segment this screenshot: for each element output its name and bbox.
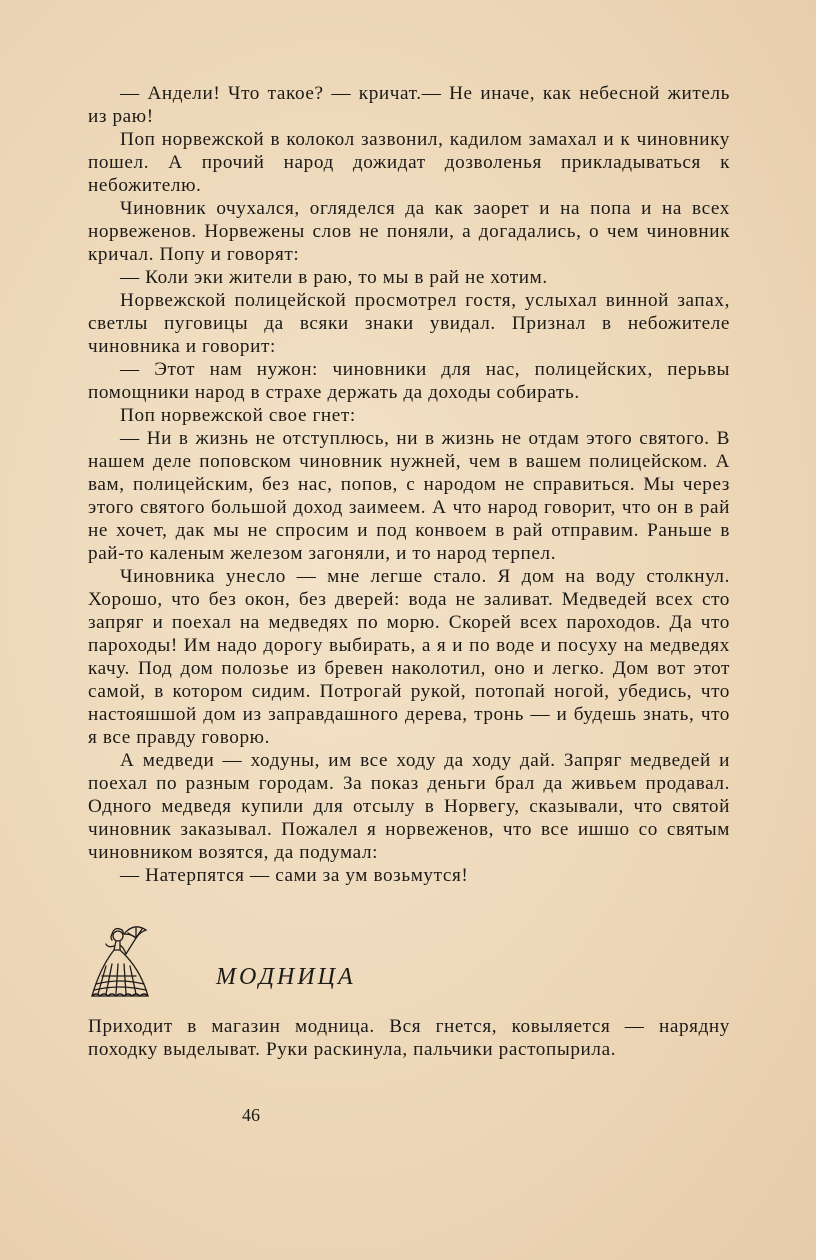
- chapter-heading: [86, 920, 730, 1000]
- paragraph: Чиновника унесло — мне легше стало. Я дом на воду столкнул. Хорошо, что без окон, без дверей: вода не заливат. Медведей всех сто запряг и поехал на медведях по морю. Скорей всех пароходов. Да что пароходы! Им надо дорогу выбирать, а я и по воде и посуху на медведях качу. Под дом полозье из бревен наколотил, оно и легко. Дом вот этот самой, в котором сидим. Потрогай рукой, потопай ногой, убедись, что настояшшой дом из заправдашного дерева, тронь — и будешь знать, что я все правду говорю.: [88, 566, 730, 748]
- paragraph: — Ни в жизнь не отступлюсь, ни в жизнь не отдам этого святого. В нашем деле поповском чиновник нужней, чем в вашем полицейском. А вам, полицейским, без нас, попов, с народом не справиться. Мы через этого святого большой доход заимеем. А что народ говорит, что он в рай не хочет, дак мы не спросим и под конвоем в рай отправим. Раньше в рай-то каленым железом загоняли, и то народ терпел.: [88, 428, 730, 564]
- paragraph: Приходит в магазин модница. Вся гнется, ковыляется — нарядну походку выделыват. Руки раскинула, пальчики растопырила.: [88, 1016, 730, 1060]
- chapter-title: МОДНИЦА: [216, 964, 356, 990]
- paragraph: — Коли эки жители в раю, то мы в рай не хотим.: [120, 267, 548, 288]
- main-text: [88, 82, 730, 887]
- page-number: 46: [242, 1105, 260, 1125]
- paragraph: — Натерпятся — сами за ум возьмутся!: [120, 865, 469, 886]
- paragraph: — Этот нам нужон: чиновники для нас, полицейских, перьвы помощники народ в страхе держать да доходы собирать.: [88, 359, 730, 403]
- paragraph: Чиновник очухался, огляделся да как заорет и на попа и на всех норвеженов. Норвежены слов не поняли, а догадались, о чем чиновник кричал. Попу и говорят:: [88, 198, 730, 265]
- paragraph: Норвежской полицейской просмотрел гостя, услыхал винной запах, светлы пуговицы да всяки знаки увидал. Признал в небожителе чиновника и говорит:: [88, 290, 730, 357]
- chapter-opening: [88, 1015, 730, 1061]
- paragraph: А медведи — ходуны, им все ходу да ходу дай. Запряг медведей и поехал по разным городам. За показ деньги брал да живьем продавал. Одного медведя купили для отсылу в Норвегу, сказывали, что святой чиновник заказывал. Пожалел я норвеженов, что все ишшо со святым чиновником возятся, да подумал:: [88, 750, 730, 863]
- lady-with-parasol-ornament-icon: [86, 920, 160, 1000]
- paragraph: Поп норвежской свое гнет:: [120, 405, 356, 426]
- paragraph: Поп норвежской в колокол зазвонил, кадилом замахал и к чиновнику пошел. А прочий народ дожидат дозволенья прикладываться к небожителю.: [88, 129, 730, 196]
- paragraph: — Андели! Что такое? — кричат.— Не иначе, как небесной житель из раю!: [88, 83, 730, 127]
